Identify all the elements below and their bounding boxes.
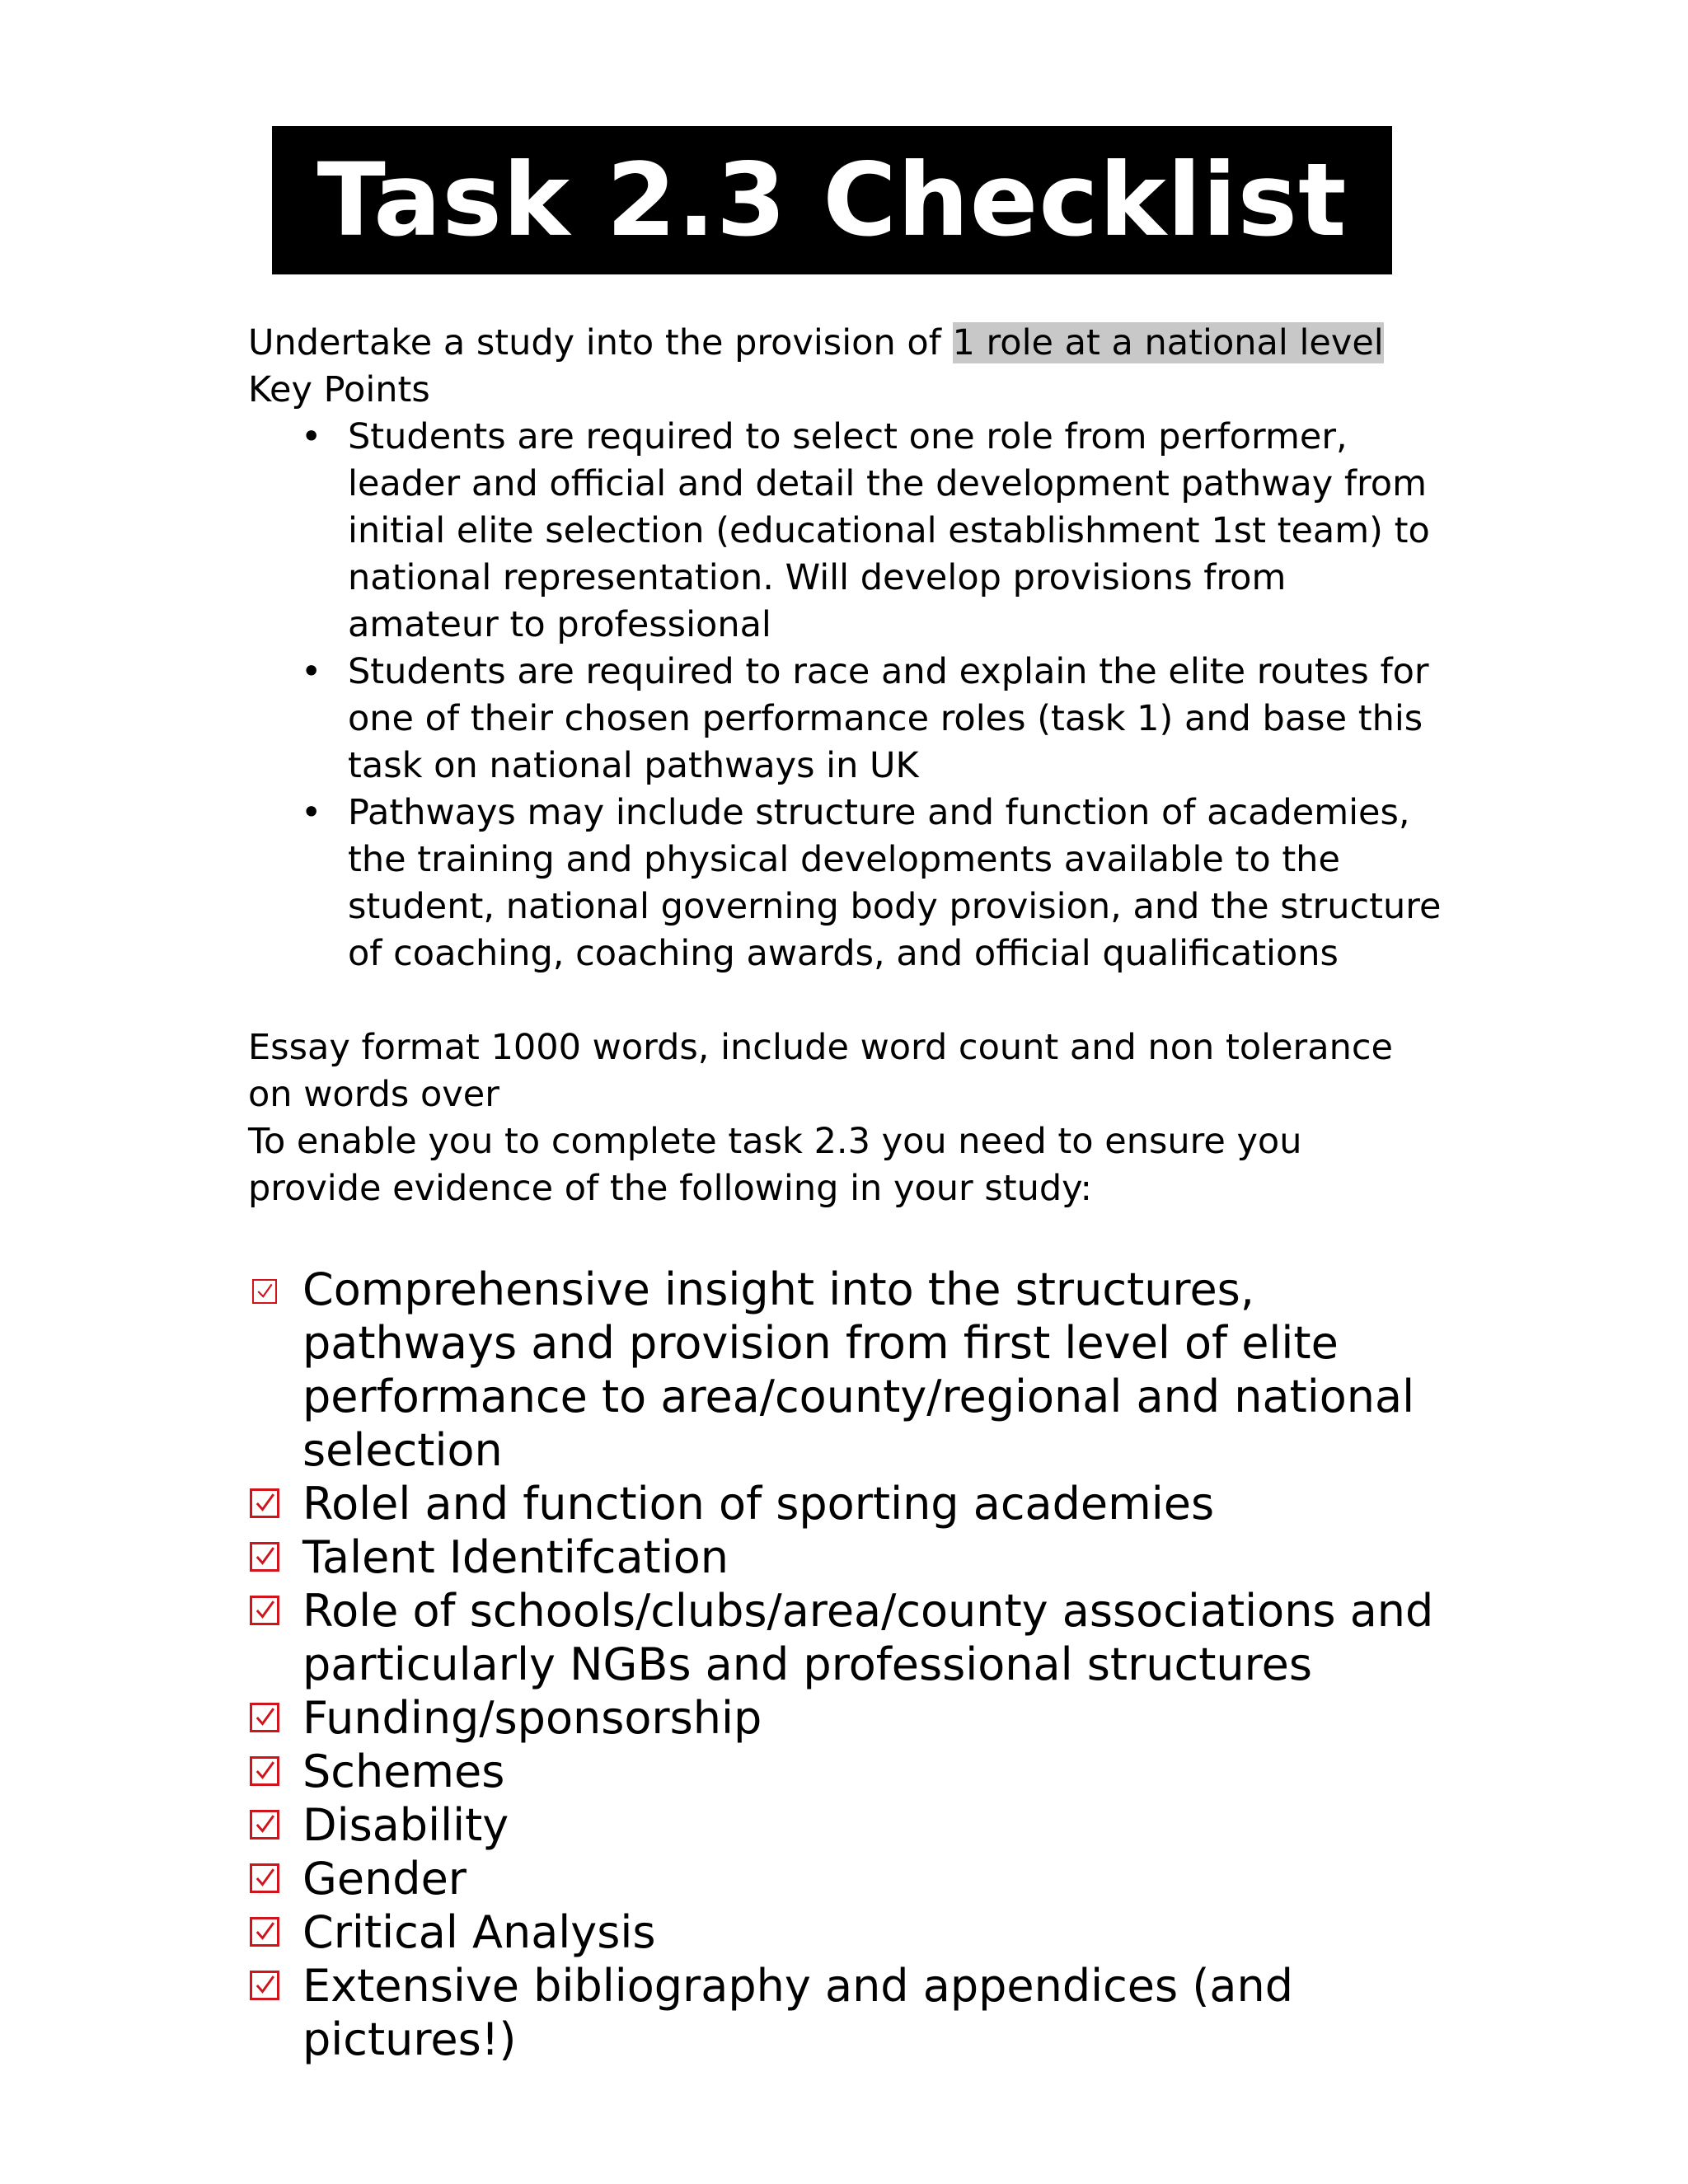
- checklist-item: [248, 1584, 1468, 1691]
- checked-box-icon: [250, 1863, 279, 1893]
- checklist-item-text: Critical Analysis: [302, 1906, 656, 1958]
- document-body: [248, 320, 1443, 1212]
- checked-box-icon: [250, 1596, 279, 1625]
- checklist-item: [248, 1905, 1468, 1959]
- key-point-text: Pathways may include structure and function of academies, the training and physical developments available to the student, national governing body provision, and the structure of coaching, coaching awards, and official qualifications: [348, 792, 1442, 974]
- bullet-dot-icon: •: [301, 416, 322, 457]
- checklist-item: [248, 1477, 1468, 1530]
- checklist-item-text: Rolel and function of sporting academies: [302, 1478, 1215, 1530]
- checklist-item-text: Extensive bibliography and appendices (and pictures!): [302, 1960, 1293, 2065]
- checked-box-icon: [250, 1703, 279, 1732]
- checklist-item: [248, 1852, 1468, 1905]
- intro-lead-text: Undertake a study into the provision of: [248, 322, 953, 363]
- title-banner: [272, 126, 1392, 274]
- checklist-item-text: Funding/sponsorship: [302, 1692, 762, 1744]
- key-point-text: Students are required to race and explain the elite routes for one of their chosen performance roles (task 1) and base this task on national pathways in UK: [348, 651, 1429, 786]
- checklist-item-text: Gender: [302, 1853, 467, 1905]
- checklist-item-text: Schemes: [302, 1746, 505, 1797]
- key-point-item: [248, 790, 1443, 977]
- key-point-item: [248, 649, 1443, 790]
- paragraph-spacer: [248, 977, 1443, 1024]
- key-point-text: Students are required to select one role from performer, leader and official and detail the development pathway from initial elite selection (educational establishment 1st team) to national representation. Will develop provisions from amateur to professional: [348, 416, 1430, 645]
- key-points-list: [248, 414, 1443, 977]
- essay-format-text: Essay format 1000 words, include word count and non tolerance on words over: [248, 1027, 1393, 1115]
- checklist-item: [248, 1798, 1468, 1852]
- evidence-checklist: [248, 1263, 1468, 2066]
- checklist-item: [248, 1745, 1468, 1798]
- bullet-dot-icon: •: [301, 651, 322, 692]
- checked-box-icon: [250, 1810, 279, 1840]
- checklist-item: [248, 1263, 1468, 1477]
- checked-box-icon: [250, 1542, 279, 1572]
- checklist-item: [248, 1959, 1468, 2066]
- checked-box-icon: [250, 1971, 279, 2000]
- intro-line: [248, 320, 1443, 367]
- checklist-item: [248, 1530, 1468, 1584]
- checked-box-icon: [250, 1756, 279, 1786]
- checked-box-icon: [250, 1917, 279, 1947]
- bullet-dot-icon: •: [301, 792, 322, 833]
- essay-instruction-text: To enable you to complete task 2.3 you need to ensure you provide evidence of the following in your study:: [248, 1121, 1302, 1209]
- checked-box-icon: [250, 1488, 279, 1518]
- checklist-item: [248, 1691, 1468, 1745]
- checklist-item-text: Role of schools/clubs/area/county associations and particularly NGBs and professional structures: [302, 1585, 1434, 1690]
- checklist-item-text: Disability: [302, 1799, 509, 1851]
- checked-box-icon: [252, 1279, 277, 1304]
- page-title: Task 2.3 Checklist: [316, 142, 1348, 259]
- checklist-item-text: Comprehensive insight into the structures, pathways and provision from first level of elite performance to area/county/regional and national selection: [302, 1263, 1415, 1476]
- checklist-item-text: Talent Identifcation: [302, 1531, 729, 1583]
- key-point-item: [248, 414, 1443, 649]
- highlighted-role-text: 1 role at a national level: [952, 322, 1384, 363]
- key-points-heading: Key Points: [248, 369, 430, 410]
